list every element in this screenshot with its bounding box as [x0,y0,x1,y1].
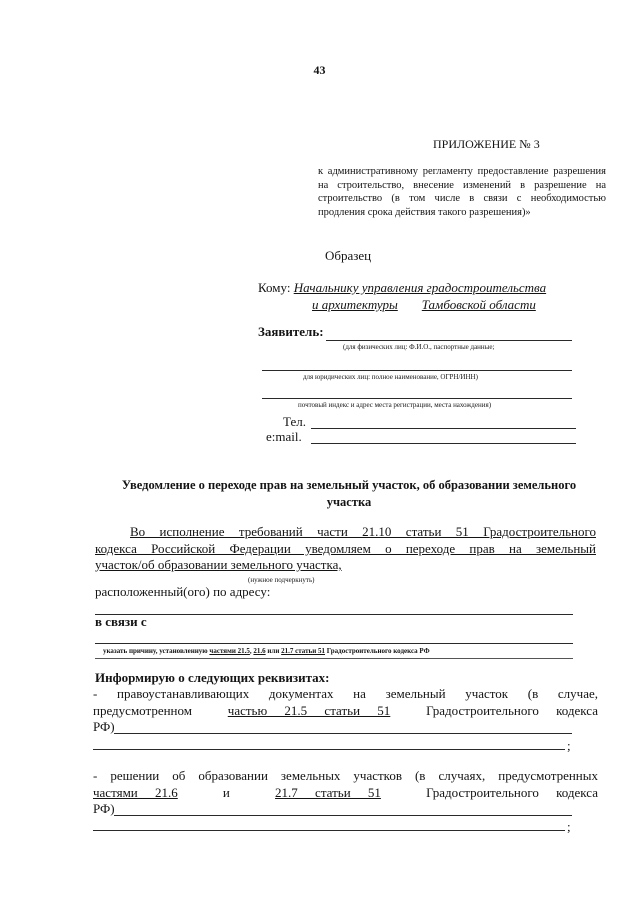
item1-line2a: предусмотренном [93,703,192,718]
item2-line2 [93,785,598,801]
recipient-line2b: Тамбовской области [421,297,536,312]
sample-label: Образец [325,248,372,263]
item2-field-2[interactable] [93,830,565,831]
reason-caption-p7: Градостроительного кодекса РФ [325,647,430,655]
address-field[interactable] [95,614,573,615]
item1-line1: - правоустанавливающих документах на земельный участок (в случае, [93,686,598,701]
recipient-line2 [312,297,550,313]
item2-line3: РФ) [93,801,115,816]
recipient-line1: Начальнику управления градостроительства [293,280,547,295]
recipient-label [258,280,546,296]
due-to-label: в связи с [95,614,147,629]
reason-caption-p4: 21.6 [253,647,266,655]
item2-line1: - решении об образовании земельных участков (в случаях, предусмотренных [93,768,598,783]
email-label: e:mail. [266,429,302,444]
item2-line2a: частями 21.6 [93,785,178,800]
item2-field-1[interactable] [114,815,572,816]
email-field[interactable] [311,443,576,444]
recipient-label-text: Кому: [258,280,291,295]
item1-semicolon: ; [567,738,571,753]
item2-line2c: 21.7 статьи 51 [275,785,381,800]
body-line2: кодекса Российской Федерации уведомляем о переходе прав на земельный [95,541,596,556]
caption-rule [95,658,573,659]
body-line3: участок/об образовании земельного участка, [95,557,342,572]
body-line1: Во исполнение требований части 21.10 статьи 51 Градостроительного [130,524,596,539]
item1-line3: РФ) [93,719,115,734]
reason-caption-p3: , [249,647,254,655]
item2-semicolon: ; [567,819,571,834]
reason-caption-p5: или [265,647,282,655]
phone-label: Тел. [283,414,306,429]
document-heading: Уведомление о переходе прав на земельный участок, об образовании земельного участка [121,478,577,509]
recipient-line2a: и архитектуры [312,297,398,312]
reason-caption [103,647,430,655]
reason-caption-p1: указать причину, установленную [103,647,210,655]
item1-line2b: частью 21.5 статьи 51 [227,703,391,718]
applicant-field[interactable] [326,340,572,341]
appendix-title: ПРИЛОЖЕНИЕ № 3 [433,137,540,151]
item1-line2c: Градостроительного кодекса [426,703,598,718]
reason-caption-p2: частями 21.5 [209,647,250,655]
item2-line2d: Градостроительного кодекса [426,785,598,800]
item1-line2 [93,703,598,719]
applicant-caption-address: почтовый индекс и адрес места регистрации, места нахождения) [298,401,492,409]
reason-field[interactable] [95,643,573,644]
reason-caption-p6: 21.7 статьи 51 [281,647,326,655]
item2-line2b: и [222,785,230,800]
applicant-caption-legal: для юридических лиц: полное наименование, ОГРН/ИНН) [303,373,478,381]
page-number: 43 [313,63,326,77]
appendix-text: к административному регламенту предоставление разрешения на строительство, внесение изменений в разрешение на строительство (в том числе в связи с необходимостью продления срока действия такого разрешения)» [318,166,606,218]
underline-hint: (нужное подчеркнуть) [248,576,315,584]
item1-field-2[interactable] [93,749,565,750]
applicant-field-2[interactable] [262,370,572,371]
inform-heading: Информирую о следующих реквизитах: [95,670,330,685]
applicant-caption-individuals: (для физических лиц: Ф.И.О., паспортные данные; [343,343,495,351]
applicant-address-field[interactable] [262,398,572,399]
applicant-label: Заявитель: [258,324,324,339]
located-label: расположенный(ого) по адресу: [95,584,271,599]
item1-field-1[interactable] [114,733,572,734]
phone-field[interactable] [311,428,576,429]
